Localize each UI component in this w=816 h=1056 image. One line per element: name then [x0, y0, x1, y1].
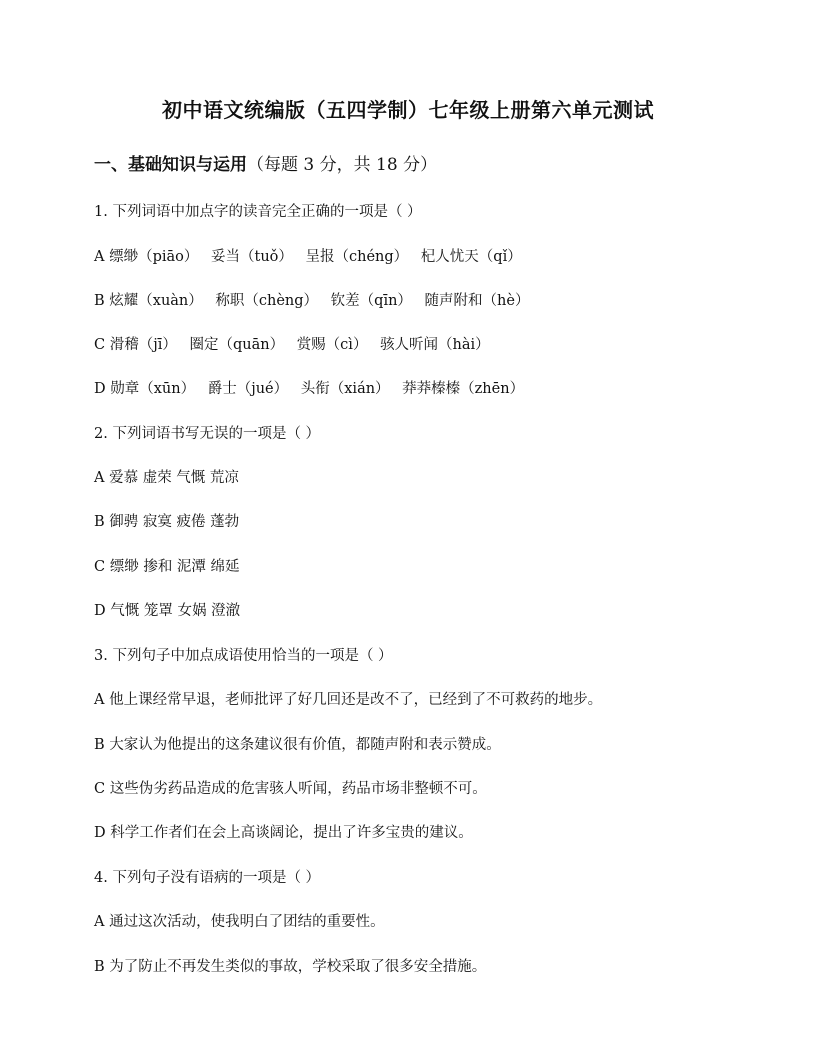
option-letter: B: [94, 959, 105, 975]
option-letter: B: [94, 737, 105, 753]
option-letter: D: [94, 825, 106, 841]
option-line: [94, 510, 239, 531]
option-letter: D: [94, 603, 106, 619]
option-letter: A: [94, 692, 105, 708]
question-stem: 3. 下列句子中加点成语使用恰当的一项是（ ）: [94, 648, 393, 664]
option-letter: C: [94, 337, 106, 353]
option-item: 头衔（xián）: [300, 381, 390, 397]
option-text: 他上课经常早退，老师批评了好几回还是改不了，已经到了不可救药的地步。: [109, 692, 603, 708]
option-text: 御骋 寂寞 疲倦 蓬勃: [109, 514, 240, 530]
section-note: （每题 3 分，共 18 分）: [247, 155, 438, 175]
option-line: [94, 955, 486, 976]
option-text: 通过这次活动，使我明白了团结的重要性。: [109, 914, 385, 930]
option-text: 科学工作者们在会上高谈阔论，提出了许多宝贵的建议。: [110, 825, 473, 841]
option-item: 滑稽（jī）: [109, 337, 177, 353]
option-line: [94, 688, 602, 709]
option-text: 爱慕 虚荣 气慨 荒凉: [109, 470, 239, 486]
option-letter: A: [94, 470, 105, 486]
option-item: 呈报（chéng）: [305, 249, 409, 265]
option-letter: D: [94, 381, 106, 397]
option-text: 气慨 笼罩 女娲 澄澈: [110, 603, 241, 619]
option-item: 杞人忧天（qǐ）: [420, 249, 522, 265]
option-item: 骇人听闻（hài）: [380, 337, 490, 353]
option-text: 为了防止不再发生类似的事故，学校采取了很多安全措施。: [109, 959, 487, 975]
option-item: 钦差（qīn）: [330, 293, 412, 309]
option-item: 随声附和（hè）: [424, 293, 530, 309]
option-item: 称职（chèng）: [215, 293, 319, 309]
option-text: 这些伪劣药品造成的危害骇人听闻，药品市场非整顿不可。: [109, 781, 487, 797]
option-line: [94, 821, 473, 842]
option-item: 圈定（quān）: [189, 337, 285, 353]
option-item: 爵士（jué）: [207, 381, 289, 397]
question-stem: 2. 下列词语书写无误的一项是（ ）: [94, 426, 321, 442]
option-item: 缥缈（piāo）: [109, 249, 199, 265]
option-line: [94, 245, 522, 266]
option-letter: C: [94, 781, 106, 797]
option-letter: B: [94, 293, 105, 309]
option-line: [94, 466, 239, 487]
option-letter: B: [94, 514, 105, 530]
option-text: 大家认为他提出的这条建议很有价值，都随声附和表示赞成。: [109, 737, 501, 753]
page-title: 初中语文统编版（五四学制）七年级上册第六单元测试: [162, 98, 654, 122]
option-letter: A: [94, 914, 105, 930]
option-item: 炫耀（xuàn）: [109, 293, 203, 309]
option-text: 缥缈 掺和 泥潭 绵延: [109, 559, 240, 575]
question-stem: 4. 下列句子没有语病的一项是（ ）: [94, 870, 321, 886]
option-line: [94, 555, 240, 576]
option-item: 勋章（xūn）: [110, 381, 196, 397]
option-line: [94, 910, 385, 931]
section-label: 一、基础知识与运用: [94, 155, 247, 175]
option-line: [94, 289, 529, 310]
option-letter: C: [94, 559, 106, 575]
section-heading: [94, 150, 437, 175]
option-line: [94, 377, 524, 398]
option-line: [94, 599, 240, 620]
option-letter: A: [94, 249, 105, 265]
option-item: 赏赐（cì）: [296, 337, 368, 353]
question-stem: 1. 下列词语中加点字的读音完全正确的一项是（ ）: [94, 204, 422, 220]
option-item: 妥当（tuǒ）: [211, 249, 293, 265]
option-line: [94, 333, 490, 354]
option-line: [94, 777, 487, 798]
option-item: 莽莽榛榛（zhēn）: [402, 381, 525, 397]
option-line: [94, 733, 501, 754]
